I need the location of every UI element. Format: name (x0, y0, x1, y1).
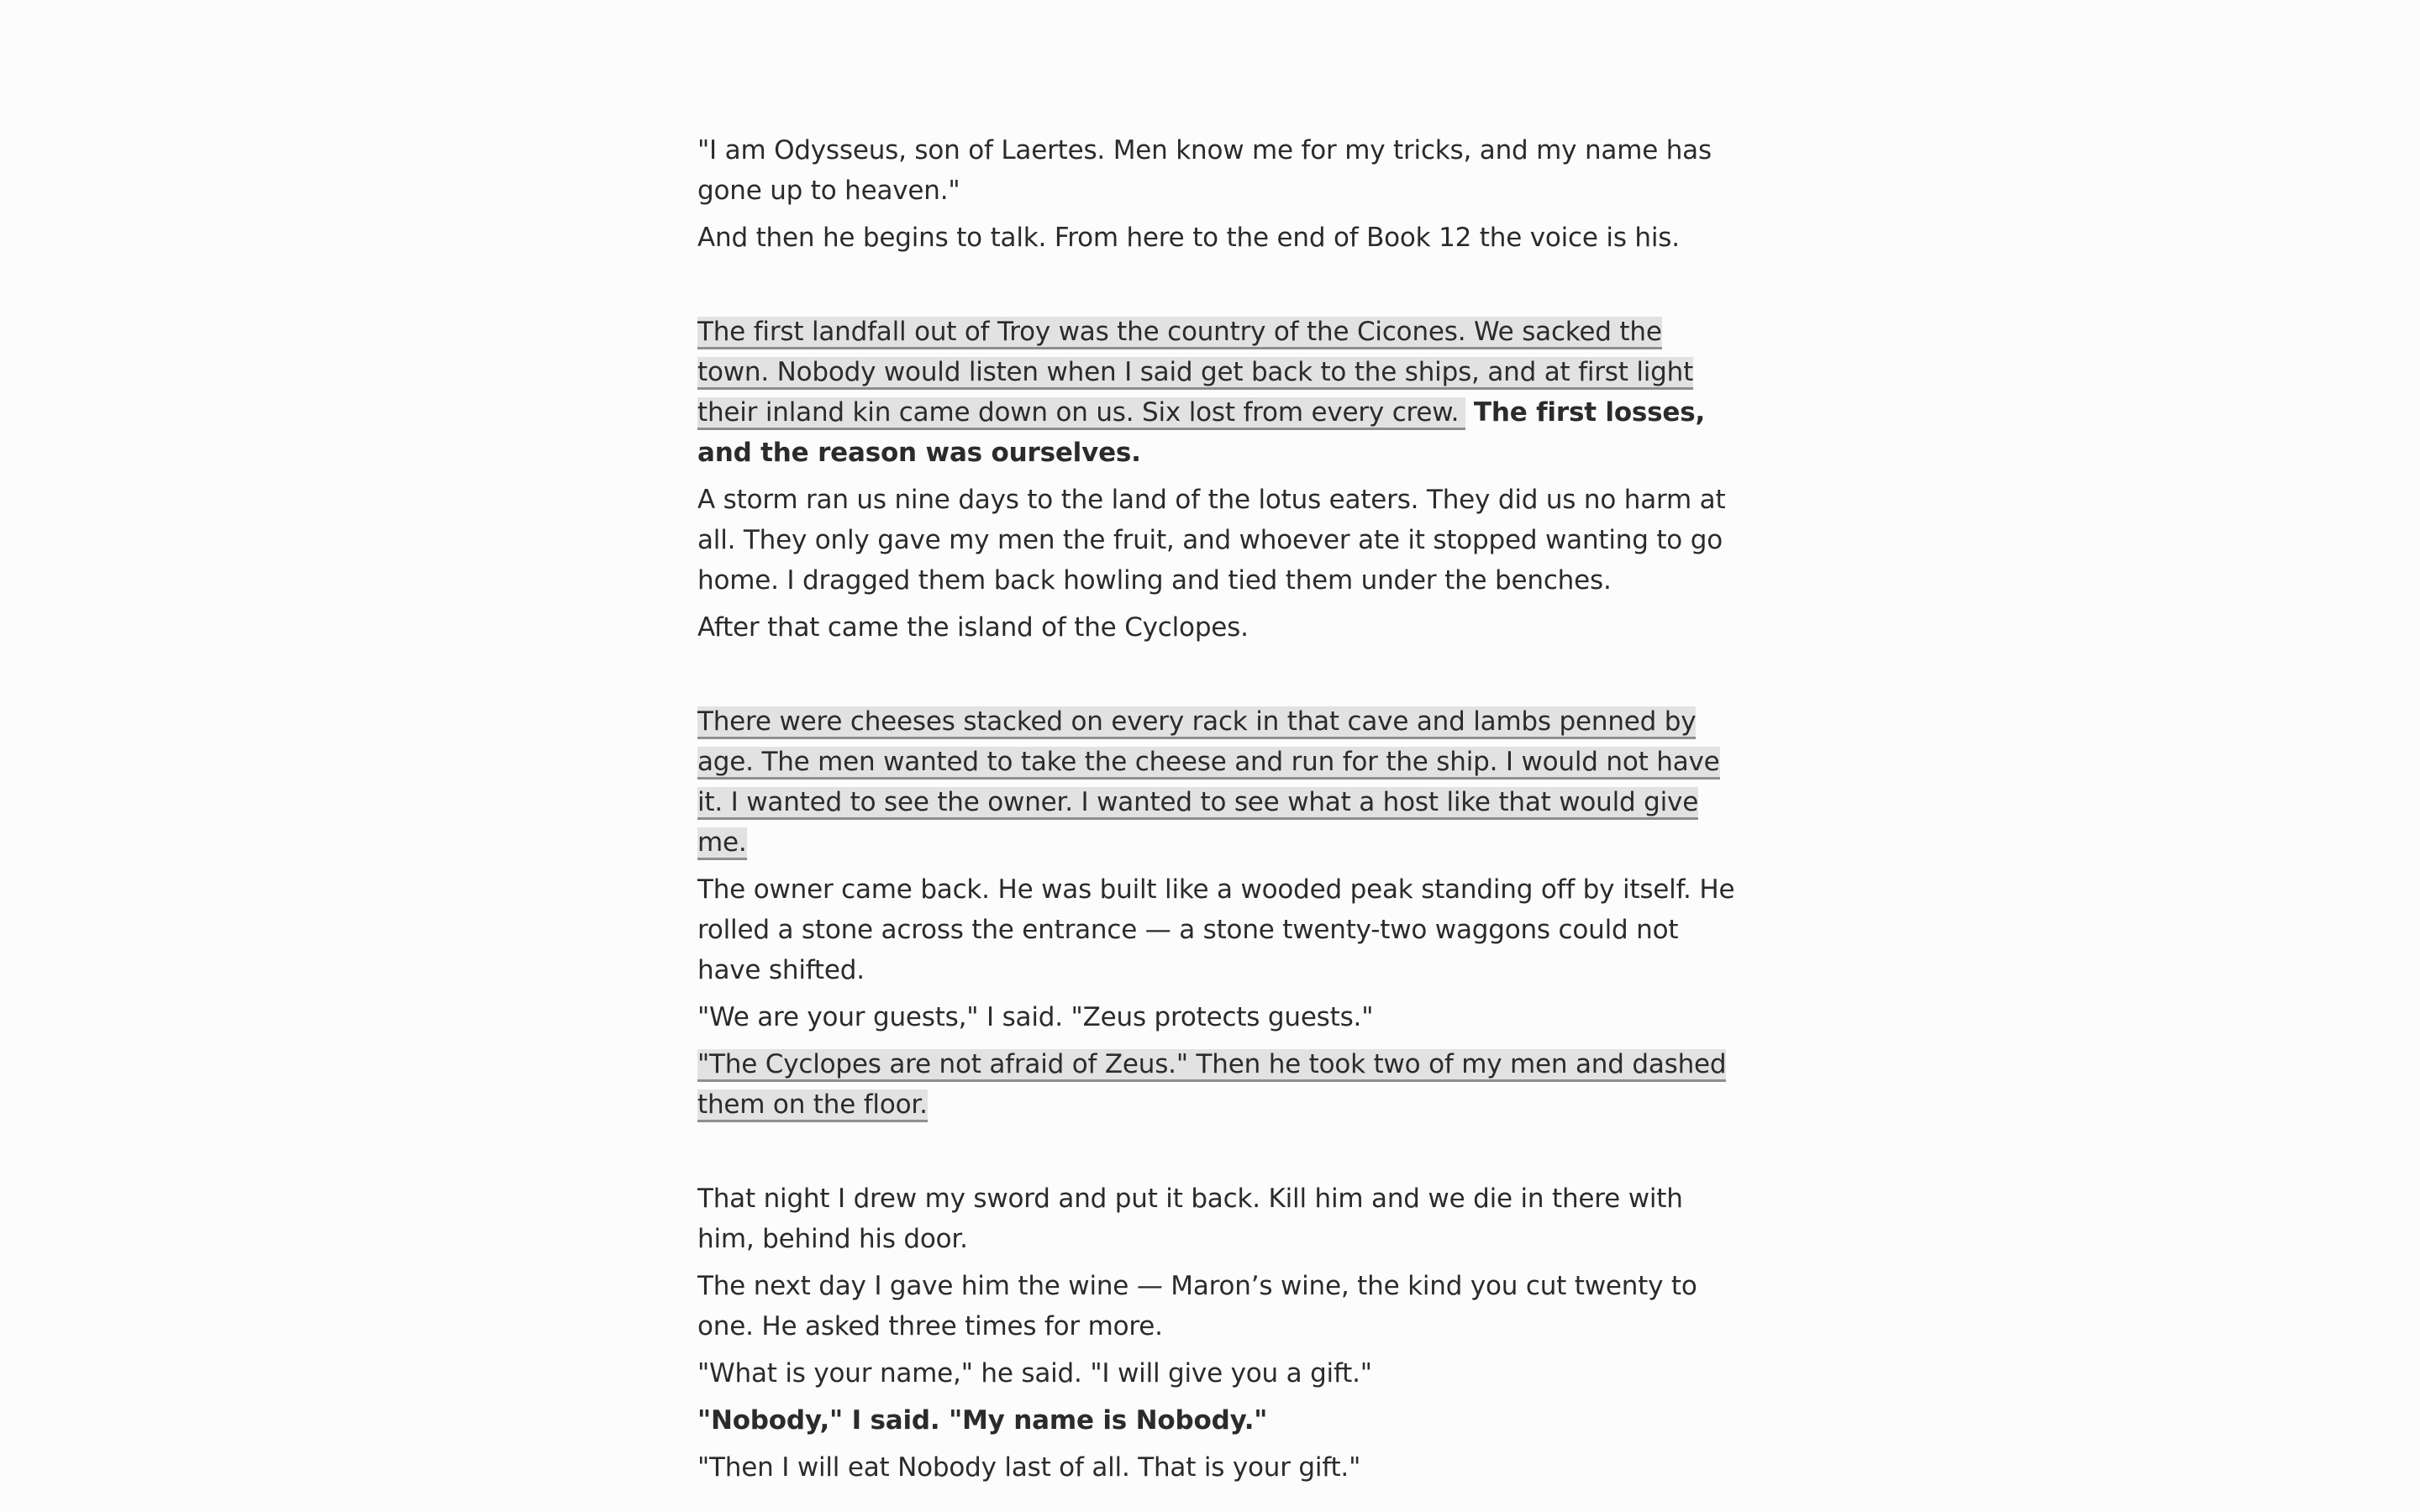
highlight[interactable]: The first landfall out of Troy was the country of the Cicones. We sacked the town. Nobody would listen when I said get back to the ships, and at first light their inland kin came down on us. Six lost from every crew. (697, 317, 1693, 430)
highlight[interactable]: "The Cyclopes are not afraid of Zeus." Then he took two of my men and dashed them on the floor. (697, 1049, 1726, 1122)
paragraph: After that came the island of the Cyclopes. (697, 612, 1249, 643)
paragraph: The next day I gave him the wine — Maron’s wine, the kind you cut twenty to one. He asked three times for more. (697, 1271, 1697, 1341)
paragraph: That night I drew my sword and put it back. Kill him and we die in there with him, behind his door. (697, 1184, 1683, 1254)
paragraph: "We are your guests," I said. "Zeus protects guests." (697, 1002, 1374, 1032)
paragraph-highlighted (697, 701, 1739, 863)
paragraph: A storm ran us nine days to the land of the lotus eaters. They did us no harm at all. They only gave my men the fruit, and whoever ate it stopped wanting to go home. I dragged them back howling and tied them under the benches. (697, 485, 1726, 596)
paragraph-highlighted (697, 1044, 1739, 1125)
reading-pane (697, 130, 1739, 1488)
paragraph: The owner came back. He was built like a wooded peak standing off by itself. He rolled a stone across the entrance — a stone twenty-two waggons could not have shifted. (697, 874, 1735, 985)
bold-text: The first losses, and the reason was ourselves. (697, 397, 1706, 468)
paragraph: And then he begins to talk. From here to the end of Book 12 the voice is his. (697, 223, 1680, 253)
paragraph-highlighted (697, 312, 1739, 473)
paragraph: "Then I will eat Nobody last of all. That is your gift." (697, 1452, 1361, 1483)
paragraph: "I am Odysseus, son of Laertes. Men know me for my tricks, and my name has gone up to heaven." (697, 135, 1712, 206)
highlight[interactable]: There were cheeses stacked on every rack in that cave and lambs penned by age. The men wanted to take the cheese and run for the ship. I would not have it. I wanted to see the owner. I wanted to see what a host like that would give me. (697, 706, 1720, 860)
paragraph-bold: "Nobody," I said. "My name is Nobody." (697, 1405, 1268, 1436)
paragraph: "What is your name," he said. "I will give you a gift." (697, 1358, 1372, 1389)
